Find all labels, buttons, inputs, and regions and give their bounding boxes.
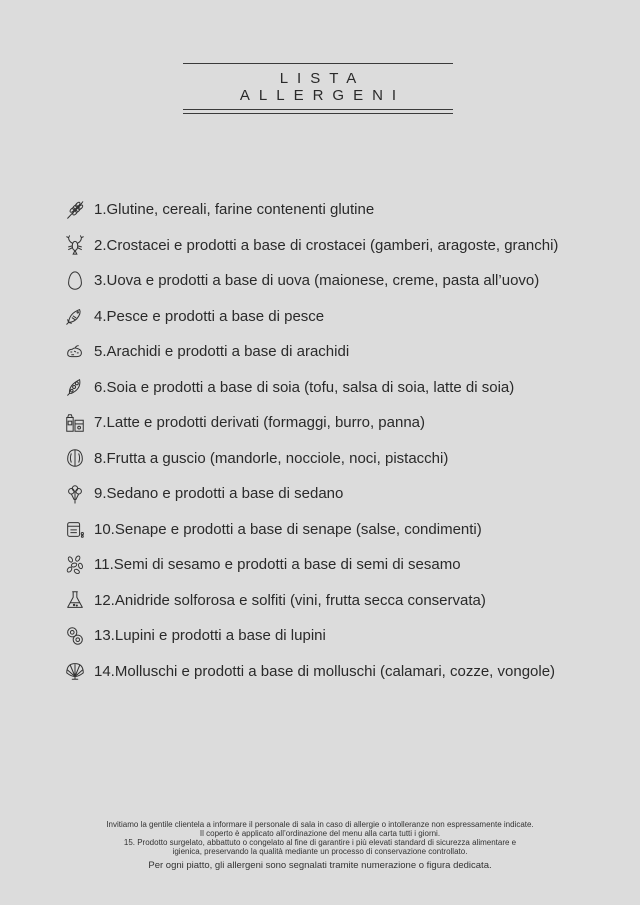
allergen-label: 7.Latte e prodotti derivati (formaggi, burro, panna) (94, 414, 426, 432)
lupin-icon (64, 625, 86, 647)
footer-frozen-note-cont: igienica, preservando la qualità mediante un processo di conservazione controllato. (172, 847, 468, 856)
allergen-item-fish (64, 299, 634, 335)
footer-cover-note: Il coperto è applicato all’ordinazione del menu alla carta tutti i giorni. (199, 829, 441, 838)
allergen-label: 1.Glutine, cereali, farine contenenti glutine (94, 201, 375, 219)
allergen-label: 12.Anidride solforosa e solfiti (vini, frutta secca conservata) (94, 591, 486, 609)
footer-frozen-note: 15. Prodotto surgelato, abbattuto o congelato al fine di garantire i più elevati standard di sicurezza alimentare e (123, 838, 517, 847)
allergen-label: 4.Pesce e prodotti a base di pesce (94, 307, 325, 325)
flask-icon (64, 589, 86, 611)
allergen-label: 14.Molluschi e prodotti a base di molluschi (calamari, cozze, vongole) (94, 662, 556, 680)
page-title: LISTA ALLERGENI (239, 70, 406, 104)
allergen-item-gluten (64, 192, 634, 228)
allergen-item-soy (64, 370, 634, 406)
title-frame (183, 63, 453, 114)
nut-icon (64, 447, 86, 469)
allergen-label: 10.Senape e prodotti a base di senape (salse, condimenti) (94, 520, 482, 538)
celery-icon (64, 483, 86, 505)
soy-icon (64, 376, 86, 398)
allergen-label: 9.Sedano e prodotti a base di sedano (94, 485, 344, 503)
allergen-label: 5.Arachidi e prodotti a base di arachidi (94, 343, 350, 361)
allergen-list (64, 192, 634, 689)
peanut-icon (64, 341, 86, 363)
allergen-label: 3.Uova e prodotti a base di uova (maionese, creme, pasta all’uovo) (94, 272, 540, 290)
allergen-label: 2.Crostacei e prodotti a base di crostacei (gamberi, aragoste, granchi) (94, 236, 559, 254)
footer-notes (40, 820, 600, 881)
wheat-icon (64, 199, 86, 221)
allergen-item-mustard (64, 512, 634, 548)
allergen-item-lupin (64, 618, 634, 654)
allergen-item-nuts (64, 441, 634, 477)
allergen-label: 11.Semi di sesamo e prodotti a base di semi di sesamo (94, 556, 461, 574)
allergen-item-peanuts (64, 334, 634, 370)
allergen-item-celery (64, 476, 634, 512)
title-rule-bottom-2 (183, 113, 453, 114)
milk-icon (64, 412, 86, 434)
fish-icon (64, 305, 86, 327)
title-rule-bottom-1 (183, 109, 453, 110)
allergen-label: 8.Frutta a guscio (mandorle, nocciole, noci, pistacchi) (94, 449, 449, 467)
lobster-icon (64, 234, 86, 256)
shell-icon (64, 660, 86, 682)
sesame-icon (64, 554, 86, 576)
title-rules-bottom (183, 109, 453, 114)
allergen-item-milk (64, 405, 634, 441)
allergen-item-molluscs (64, 654, 634, 690)
allergen-item-sesame (64, 547, 634, 583)
allergen-item-crustaceans (64, 228, 634, 264)
allergen-label: 13.Lupini e prodotti a base di lupini (94, 627, 326, 645)
footer-numbering-note: Per ogni piatto, gli allergeni sono segnalati tramite numerazione o figura dedicata. (148, 860, 492, 871)
footer-allergy-note: Invitiamo la gentile clientela a informare il personale di sala in caso di allergie o intolleranze non espressamente indicate. (106, 820, 534, 829)
allergen-item-sulphites (64, 583, 634, 619)
egg-icon (64, 270, 86, 292)
allergen-label: 6.Soia e prodotti a base di soia (tofu, salsa di soia, latte di soia) (94, 378, 515, 396)
mustard-icon (64, 518, 86, 540)
allergen-item-eggs (64, 263, 634, 299)
